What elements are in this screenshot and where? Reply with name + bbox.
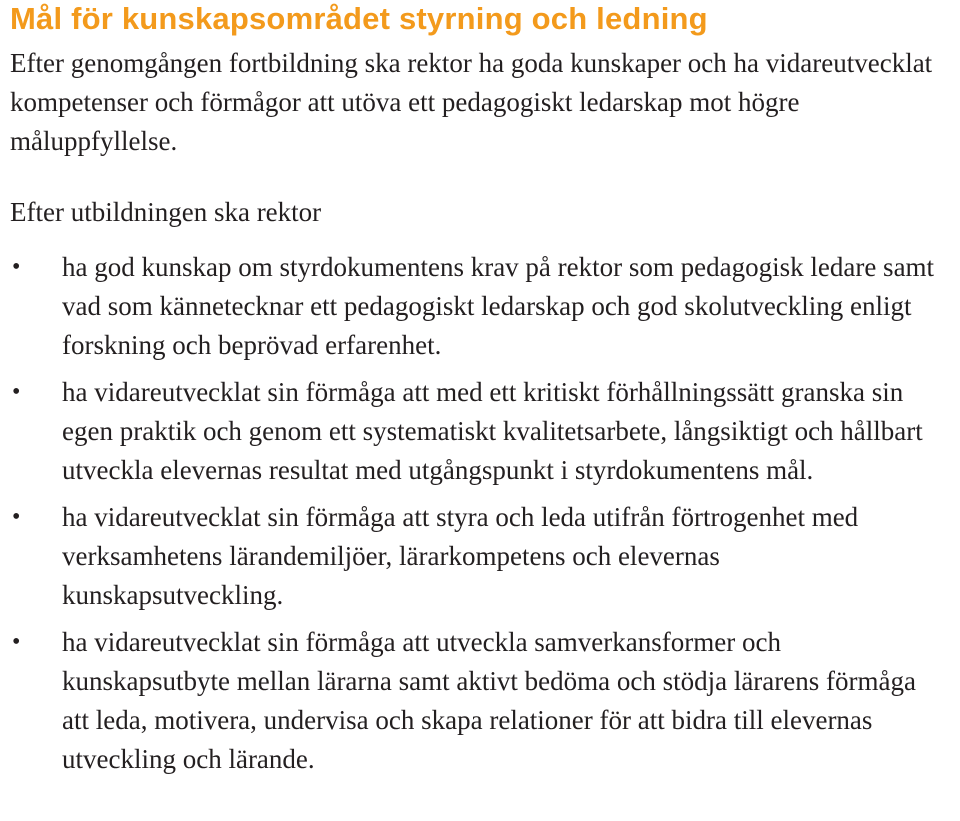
list-item-text: ha vidareutvecklat sin förmåga att utveckla samverkansformer och kunskapsutbyte mellan lärarna samt aktivt bedöma och stödja lärarens förmåga att leda, motivera, undervisa och skapa relationer för att bidra till elevernas utveckling och lärande. [62,627,916,774]
goals-list [10,248,938,779]
bullet-icon: • [12,629,21,655]
list-item-text: ha god kunskap om styrdokumentens krav på rektor som pedagogisk ledare samt vad som kännetecknar ett pedagogiskt ledarskap och god skolutveckling enligt forskning och beprövad erfarenhet. [62,252,935,360]
lead-paragraph: Efter utbildningen ska rektor [10,197,322,227]
list-item [10,498,938,615]
bullet-icon: • [12,504,21,530]
section-heading: Mål för kunskapsområdet styrning och ledning [10,1,708,36]
list-item [10,623,938,779]
intro-paragraph: Efter genomgången fortbildning ska rektor ha goda kunskaper och ha vidareutvecklat kompetenser och förmågor att utöva ett pedagogiskt ledarskap mot högre måluppfyllelse. [10,48,933,156]
bullet-icon: • [12,379,21,405]
list-item [10,248,938,365]
list-item-text: ha vidareutvecklat sin förmåga att styra och leda utifrån förtrogenhet med verksamhetens lärandemiljöer, lärarkompetens och elevernas kunskapsutveckling. [62,502,859,610]
bullet-icon: • [12,254,21,280]
list-item [10,373,938,490]
list-item-text: ha vidareutvecklat sin förmåga att med ett kritiskt förhållningssätt granska sin egen praktik och genom ett systematiskt kvalitetsarbete, långsiktigt och hållbart utveckla elevernas resultat med utgångspunkt i styrdokumentens mål. [62,377,923,485]
